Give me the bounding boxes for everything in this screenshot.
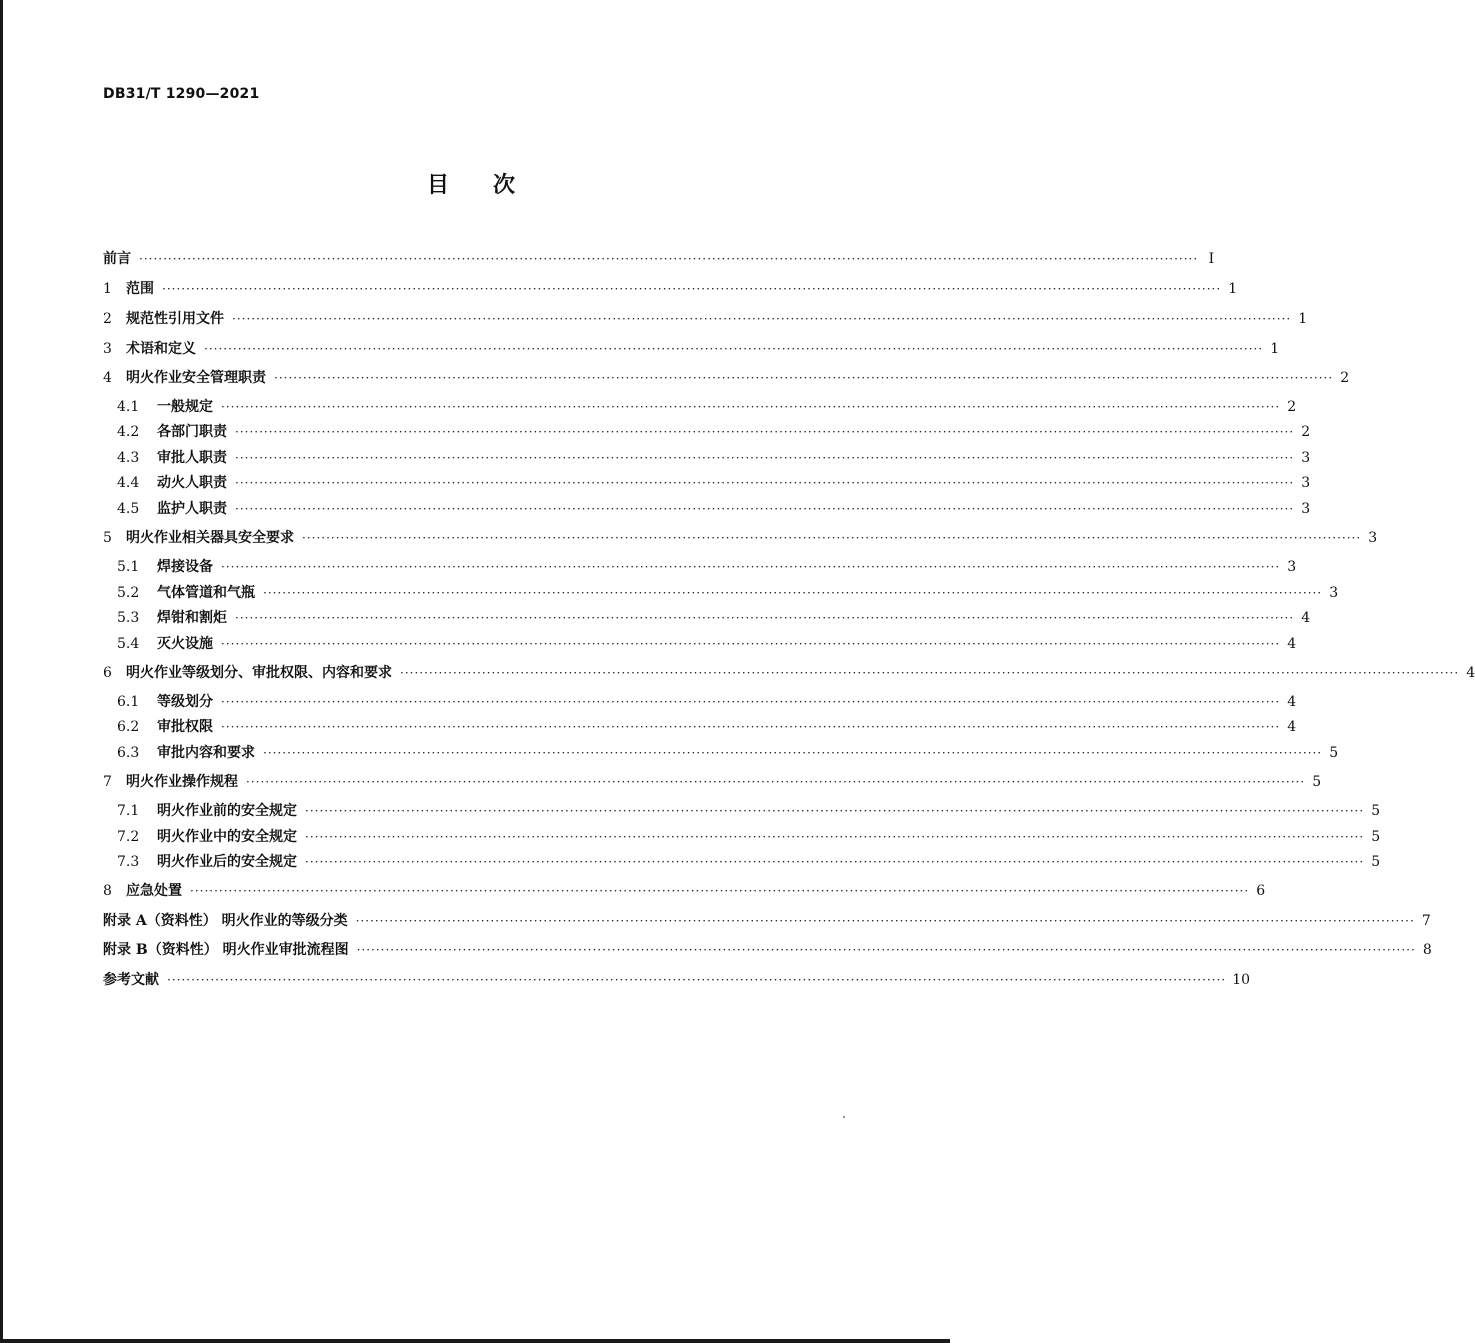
toc-entry-title: 明火作业中的安全规定: [157, 829, 297, 845]
toc-entry-number: 7.1: [117, 803, 140, 819]
scan-edge-bottom: [0, 1339, 950, 1343]
toc-entry-title: 监护人职责: [157, 501, 227, 517]
toc-entry-title: 附录 B（资料性） 明火作业审批流程图: [103, 942, 349, 958]
toc-entry-number: 7.3: [117, 854, 140, 870]
dot-leader: ····························································································································································································································: [190, 884, 1250, 898]
dot-leader: ····························································································································································································································: [356, 943, 1416, 957]
toc-entry-title: 参考文献: [103, 972, 159, 988]
toc-title: 目次: [426, 173, 559, 198]
dot-leader: ····························································································································································································································: [139, 252, 1199, 266]
toc-entry-number: 6.2: [117, 719, 140, 735]
toc-entry-title: 等级划分: [157, 694, 213, 710]
dot-leader: ····························································································································································································································: [221, 560, 1281, 574]
toc-entry-number: 4.2: [117, 424, 140, 440]
toc-entry-title: 一般规定: [157, 399, 213, 415]
toc-entry[interactable]: [103, 339, 1280, 359]
dot-leader: ····························································································································································································································: [221, 695, 1281, 709]
toc-entry-title: 范围: [126, 281, 154, 297]
toc-entry[interactable]: [103, 881, 1266, 901]
toc-entry-page-number: 3: [1301, 475, 1311, 491]
toc-entry-number: 7: [103, 774, 112, 790]
toc-entry[interactable]: [117, 634, 1297, 654]
toc-entry-number: 4.1: [117, 399, 140, 415]
toc-entry-page-number: 7: [1421, 913, 1431, 929]
scan-edge-left: [0, 0, 3, 1343]
toc-entry-number: 5.2: [117, 585, 140, 601]
toc-entry-page-number: 3: [1329, 585, 1339, 601]
toc-entry-title: 明火作业等级划分、审批权限、内容和要求: [126, 665, 392, 681]
dot-leader: ····························································································································································································································: [400, 666, 1460, 680]
toc-entry[interactable]: [117, 397, 1297, 417]
dot-leader: ····························································································································································································································: [235, 611, 1295, 625]
toc-entry[interactable]: [117, 583, 1339, 603]
toc-entry-number: 4: [103, 370, 112, 386]
toc-entry[interactable]: [117, 692, 1297, 712]
toc-entry-page-number: 1: [1298, 311, 1308, 327]
toc-entry-title: 审批内容和要求: [157, 745, 255, 761]
toc-entry-title: 明火作业相关器具安全要求: [126, 530, 294, 546]
toc-entry-title: 明火作业后的安全规定: [157, 854, 297, 870]
toc-entry-title: 明火作业安全管理职责: [126, 370, 266, 386]
dot-leader: ····························································································································································································································: [204, 342, 1264, 356]
toc-entry[interactable]: [103, 279, 1238, 299]
toc-entry-page-number: 4: [1287, 694, 1297, 710]
toc-entry[interactable]: [103, 309, 1308, 329]
dot-leader: ····························································································································································································································: [232, 312, 1292, 326]
toc-entry[interactable]: [117, 801, 1381, 821]
toc-entry[interactable]: [103, 970, 1251, 990]
dot-leader: ····························································································································································································································: [221, 637, 1281, 651]
toc-entry-title: 焊钳和割炬: [157, 610, 227, 626]
toc-entry-title: 规范性引用文件: [126, 311, 224, 327]
toc-entry-title: 应急处置: [126, 883, 182, 899]
toc-entry-page-number: 3: [1301, 450, 1311, 466]
toc-entry-number: 4.5: [117, 501, 140, 517]
toc-entry[interactable]: [117, 852, 1381, 872]
toc-entry[interactable]: [103, 528, 1378, 548]
toc-entry-page-number: 5: [1329, 745, 1339, 761]
toc-entry-title: 各部门职责: [157, 424, 227, 440]
dot-leader: ····························································································································································································································: [235, 425, 1295, 439]
toc-entry[interactable]: [103, 772, 1322, 792]
toc-entry-number: 2: [103, 311, 112, 327]
toc-entry-page-number: 2: [1340, 370, 1350, 386]
toc-entry-page-number: 3: [1368, 530, 1378, 546]
toc-entry[interactable]: [103, 911, 1431, 931]
toc-entry-page-number: 3: [1301, 501, 1311, 517]
dot-leader: ····························································································································································································································: [305, 830, 1365, 844]
toc-entry-page-number: 4: [1466, 665, 1475, 681]
toc-entry-page-number: 3: [1287, 559, 1297, 575]
toc-entry-number: 5.1: [117, 559, 140, 575]
toc-entry-page-number: 5: [1312, 774, 1322, 790]
toc-entry-title: 审批权限: [157, 719, 213, 735]
dot-leader: ····························································································································································································································: [246, 775, 1306, 789]
toc-entry[interactable]: [117, 743, 1339, 763]
dot-leader: ····························································································································································································································: [355, 914, 1415, 928]
toc-entry-number: 3: [103, 341, 112, 357]
dot-leader: ····························································································································································································································: [221, 400, 1281, 414]
toc-entry-title: 附录 A（资料性） 明火作业的等级分类: [103, 913, 348, 929]
toc-entry[interactable]: [117, 717, 1297, 737]
toc-entry-title: 术语和定义: [126, 341, 196, 357]
scan-speck: [843, 1116, 845, 1118]
toc-entry-title: 前言: [103, 251, 131, 267]
toc-entry[interactable]: [103, 940, 1432, 960]
dot-leader: ····························································································································································································································: [235, 451, 1295, 465]
toc-entry-title: 气体管道和气瓶: [157, 585, 255, 601]
toc-entry-page-number: 2: [1287, 399, 1297, 415]
toc-entry-number: 5.4: [117, 636, 140, 652]
toc-entry[interactable]: [117, 608, 1311, 628]
toc-entry-page-number: 2: [1301, 424, 1311, 440]
toc-entry-page-number: 1: [1228, 281, 1238, 297]
toc-entry-title: 灭火设施: [157, 636, 213, 652]
toc-entry-number: 7.2: [117, 829, 140, 845]
toc-entry-page-number: 4: [1287, 636, 1297, 652]
toc-entry-title: 明火作业操作规程: [126, 774, 238, 790]
dot-leader: ····························································································································································································································: [221, 720, 1281, 734]
dot-leader: ····························································································································································································································: [274, 371, 1334, 385]
toc-entry[interactable]: [117, 827, 1381, 847]
toc-entry-number: 1: [103, 281, 112, 297]
toc-entry[interactable]: [117, 448, 1311, 468]
dot-leader: ····························································································································································································································: [263, 586, 1323, 600]
toc-entry-number: 6: [103, 665, 112, 681]
dot-leader: ····························································································································································································································: [305, 804, 1365, 818]
standard-code: DB31/T 1290—2021: [103, 86, 260, 102]
toc-entry-number: 4.4: [117, 475, 140, 491]
toc-entry-page-number: 8: [1422, 942, 1432, 958]
toc-entry-page-number: 5: [1371, 803, 1381, 819]
dot-leader: ····························································································································································································································: [162, 282, 1222, 296]
toc-entry[interactable]: [117, 422, 1311, 442]
dot-leader: ····························································································································································································································: [235, 502, 1295, 516]
toc-entry-page-number: 10: [1232, 972, 1251, 988]
toc-entry-title: 审批人职责: [157, 450, 227, 466]
toc-entry-title: 明火作业前的安全规定: [157, 803, 297, 819]
toc-entry-title: 焊接设备: [157, 559, 213, 575]
toc-entry-page-number: 5: [1371, 854, 1381, 870]
toc-entry-number: 5.3: [117, 610, 140, 626]
toc-entry-page-number: 6: [1256, 883, 1266, 899]
dot-leader: ····························································································································································································································: [263, 746, 1323, 760]
toc-entry[interactable]: [103, 663, 1475, 683]
toc-entry-title: 动火人职责: [157, 475, 227, 491]
toc-entry-number: 4.3: [117, 450, 140, 466]
toc-entry[interactable]: [117, 557, 1297, 577]
toc-entry-page-number: 4: [1287, 719, 1297, 735]
toc-entry-number: 6.3: [117, 745, 140, 761]
dot-leader: ····························································································································································································································: [305, 855, 1365, 869]
toc-entry-number: 6.1: [117, 694, 140, 710]
toc-entry-number: 8: [103, 883, 112, 899]
toc-entry-number: 5: [103, 530, 112, 546]
toc-entry-page-number: 1: [1270, 341, 1280, 357]
dot-leader: ····························································································································································································································: [302, 531, 1362, 545]
toc-entry-page-number: I: [1208, 251, 1215, 267]
toc-entry[interactable]: [103, 368, 1350, 388]
dot-leader: ····························································································································································································································: [235, 476, 1295, 490]
dot-leader: ····························································································································································································································: [167, 973, 1227, 987]
toc-entry-page-number: 5: [1371, 829, 1381, 845]
toc-entry[interactable]: [117, 499, 1311, 519]
toc-entry[interactable]: [117, 473, 1311, 493]
toc-entry-page-number: 4: [1301, 610, 1311, 626]
toc-entry[interactable]: [103, 249, 1215, 269]
